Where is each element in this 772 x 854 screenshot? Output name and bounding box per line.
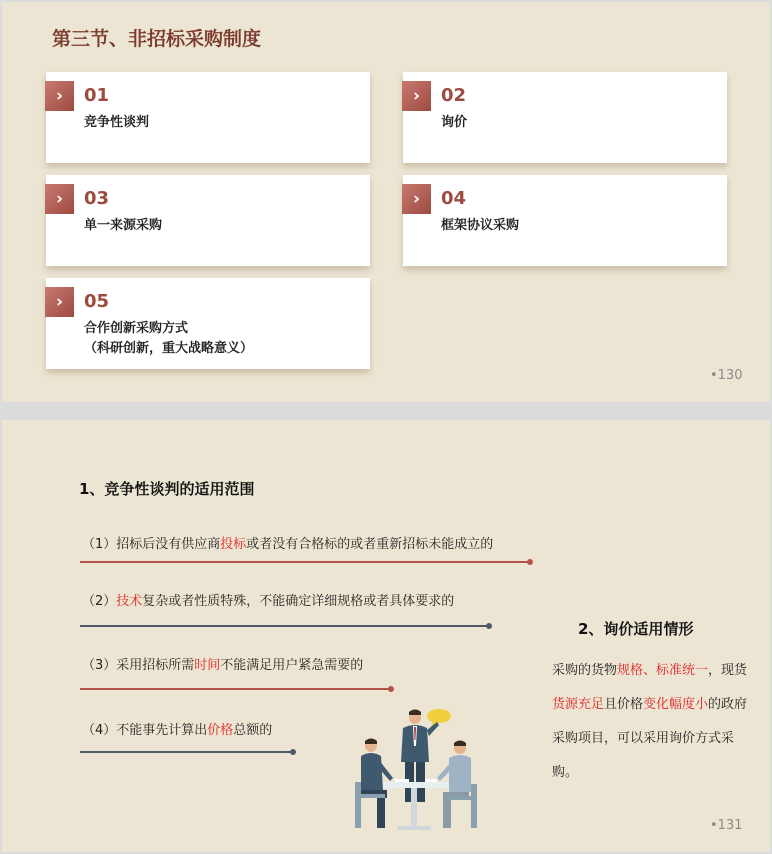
card-05	[46, 278, 370, 369]
card-number: 04	[441, 188, 467, 209]
chevron-right-icon: ›	[45, 287, 74, 317]
divider-line	[80, 751, 293, 753]
card-number: 05	[84, 291, 110, 312]
card-label: 框架协议采购	[441, 218, 520, 233]
divider-line	[80, 625, 489, 627]
card-label: 竞争性谈判	[84, 115, 150, 130]
page-number: •131	[710, 818, 743, 833]
chevron-right-icon: ›	[45, 81, 74, 111]
card-01	[46, 72, 370, 163]
page-number: •130	[710, 368, 743, 383]
card-label: 单一来源采购	[84, 218, 163, 233]
card-label: 询价	[441, 115, 468, 130]
card-02	[403, 72, 727, 163]
chevron-right-icon: ›	[402, 184, 431, 214]
list-item: （3）采用招标所需时间不能满足用户紧急需要的	[82, 658, 364, 673]
list-item: （4）不能事先计算出价格总额的	[82, 723, 273, 738]
card-number: 01	[84, 85, 110, 106]
list-item: （1）招标后没有供应商投标或者没有合格标的或者重新招标未能成立的	[82, 537, 494, 552]
slide-title: 第三节、非招标采购制度	[52, 28, 262, 50]
section-heading: 2、询价适用情形	[578, 620, 694, 638]
chevron-right-icon: ›	[402, 81, 431, 111]
card-04	[403, 175, 727, 266]
slide-131	[2, 420, 770, 852]
chevron-right-icon: ›	[45, 184, 74, 214]
card-number: 03	[84, 188, 110, 209]
divider-line	[80, 561, 530, 563]
card-label	[84, 319, 253, 359]
card-number: 02	[441, 85, 467, 106]
list-item: （2）技术复杂或者性质特殊，不能确定详细规格或者具体要求的	[82, 594, 455, 609]
divider-line	[80, 688, 391, 690]
paragraph: 采购的货物规格、标准统一，现货货源充足且价格变化幅度小的政府采购项目，可以采用询价方式采购。	[552, 663, 748, 780]
card-label-main: 合作创新采购方式	[84, 321, 189, 336]
slide-130	[2, 2, 770, 402]
section-heading: 1、竞争性谈判的适用范围	[79, 480, 255, 498]
card-label-sub: （科研创新，重大战略意义）	[84, 341, 254, 356]
card-03	[46, 175, 370, 266]
meeting-people-illustration	[347, 700, 492, 840]
